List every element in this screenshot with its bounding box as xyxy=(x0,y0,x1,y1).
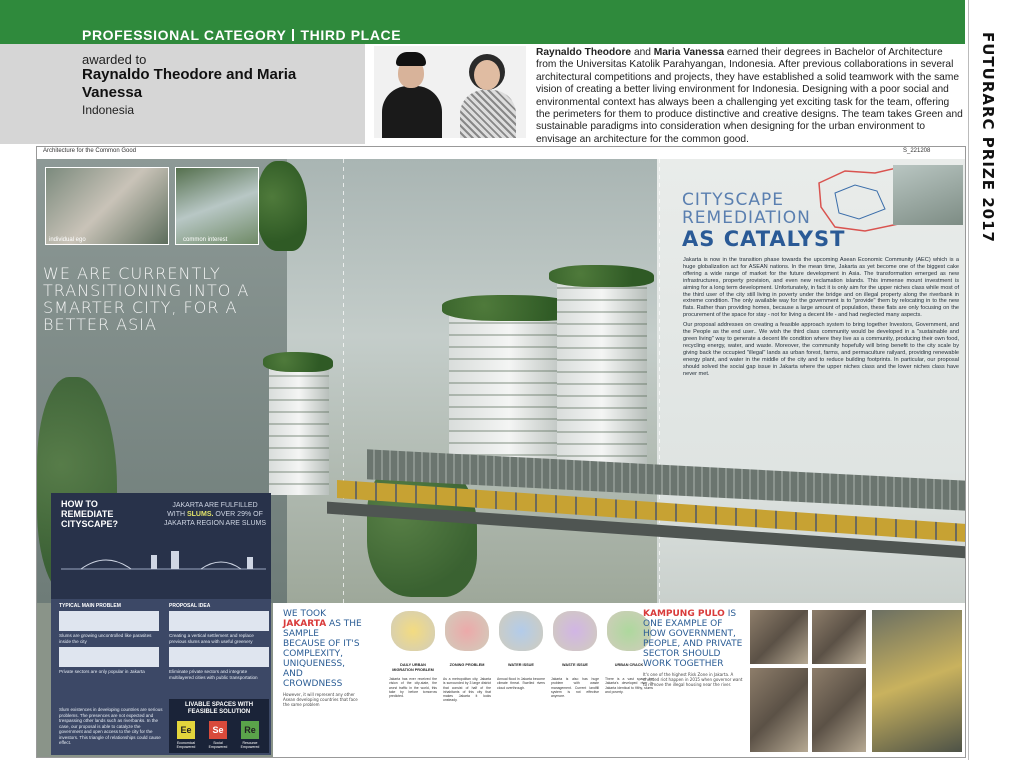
category-right: THIRD PLACE xyxy=(300,27,402,43)
caption-common-interest: common interest xyxy=(183,237,228,243)
esr-economic: Ee xyxy=(177,721,195,739)
problem-illustration xyxy=(59,611,159,631)
we-are-headline: WE ARE CURRENTLY TRANSITIONING INTO A SMARTER CITY, FOR A BETTER ASIA xyxy=(43,264,250,334)
person-left xyxy=(376,46,448,138)
bottom-band xyxy=(273,603,966,758)
col-text: Annual flood in Jakarta become climate threat. Swelled rivers cloud overthrough. xyxy=(497,677,545,690)
award-box xyxy=(0,44,365,144)
bird-photo xyxy=(893,165,963,225)
side-title-text: FUTURARC PRIZE 2017 xyxy=(979,32,997,243)
we-took-a: WE TOOK xyxy=(283,609,327,619)
kampung-name: KAMPUNG PULO xyxy=(643,609,725,619)
idea-illustration xyxy=(169,647,269,667)
tower-center-right xyxy=(557,277,647,467)
slum-description: Slum existences in developing countries are serious problems. The presences are not expected and trespassing other lands such as riverbanks. In the case, our proposal is able to catalyze the government and open access to the city for the investors. This triangle of relationships could cause effect. xyxy=(59,707,163,745)
winners-photo xyxy=(374,46,526,138)
idea-header: PROPOSAL IDEA xyxy=(169,603,211,609)
kampung-photo xyxy=(811,609,867,665)
col-header: WASTE ISSUE xyxy=(562,663,588,667)
kampung-aerial-map xyxy=(871,609,963,753)
idea-2: Eliminate private sectors and integrate multilayered cities with public transportation xyxy=(169,669,258,680)
cityscape-line3: AS CATALYST xyxy=(682,227,846,251)
esr-resource: Re xyxy=(241,721,259,739)
category-title xyxy=(82,27,401,43)
problem-panel xyxy=(51,599,271,755)
photo-common-interest xyxy=(175,167,259,245)
livable-title: LIVABLE SPACES WITH FEASIBLE SOLUTION xyxy=(184,702,254,715)
photo-individual-ego xyxy=(45,167,169,245)
cityscape-line1: CITYSCAPE xyxy=(682,190,784,210)
we-took-jakarta: JAKARTA xyxy=(283,619,327,629)
award-label: awarded to xyxy=(82,52,147,67)
map-migration xyxy=(391,611,435,651)
esr-social: Se xyxy=(209,721,227,739)
award-country: Indonesia xyxy=(82,103,135,117)
bio-name1: Raynaldo Theodore xyxy=(536,47,632,58)
esr-label: Social Empowered xyxy=(208,741,228,749)
col-text: As a metropolitan city, Jakarta is surrounded by 3 large district that consist of half of the inhabitants of this city that makes Jakarta it looks unsteady. xyxy=(443,677,491,703)
problem-illustration xyxy=(59,647,159,667)
caption-individual-ego: individual ego xyxy=(49,237,86,243)
bio-text xyxy=(536,47,964,146)
tower-left xyxy=(269,365,329,495)
tree-cluster xyxy=(257,161,307,251)
col-text: There is a vast space for Jakarta's developed river is Jakarta identical to filthy, slums and poverty. xyxy=(605,677,653,694)
col-header: WATER ISSUE xyxy=(508,663,534,667)
category-left: PROFESSIONAL CATEGORY xyxy=(82,27,287,43)
esr-label: Resource Empowered xyxy=(240,741,260,749)
map-water xyxy=(499,611,543,651)
jakarta-map-icon xyxy=(815,163,905,235)
poster-body-p2: Our proposal addresses on creating a feasible approach system to bring together Investors, Government, and the People as the end user.. We wish the third class community would be developed in a "sustainable and green living" way to generate a decent life condition where they live as a community, producing their own food, recycling energy, water, and waste. Moreover, the community hopefully will bring benefit to the city scale by giving back the occupied "illegal" lands as urban forest, farms, and permaculture railyard, providing renewable energy plant, and water in the middle of the city and to reduce building footprints. In particular, our proposal should solved the social gap issue in Jakarta where the upper niches class and the lower niches class have never met. xyxy=(683,322,959,377)
howto-stat-c: OVER 29% OF JAKARTA REGION ARE SLUMS xyxy=(163,511,267,527)
header-band xyxy=(0,0,965,44)
we-took-sub: However, it will represent any other Asean developing countries that face the same problem xyxy=(283,692,358,707)
howto-stat-b: SLUMS. xyxy=(186,511,214,518)
livable-box xyxy=(169,699,269,753)
poster-body-p1: Jakarta is now in the transition phase towards the upcoming Asean Economic Community (AEC) which is a huge globalization act for ASEAN nations. In the mean time, Jakarta as yet become one of the biggest cake offering a wide range of market for the future development in Asia. The transformation emerged as new infrastructures, property provision, and even new reclamation islands. This immense mount investment is aiming for a long term development. Unfortunately, in fact it is only aim for the upper niches class while most of the third user of the city still living in poverty under the bridge and on illegal property along the riverbank in extreme condition. The only available way for the government is to "provide" them by relocating in to the new flats. Rather than providing homes, because a large amount of population, these flats are only focusing on the procurement of the space for stay - not for living a decent life - and had neglected many aspects. xyxy=(683,257,959,319)
kampung-photo xyxy=(749,609,809,665)
bio-and: and xyxy=(631,47,654,58)
problem-header: TYPICAL MAIN PROBLEM xyxy=(59,603,121,609)
howto-stat-a: JAKARTA ARE FULFILLED WITH xyxy=(167,502,258,518)
cityscape-line2: REMEDIATION xyxy=(682,208,811,228)
person-right xyxy=(452,46,524,138)
poster-body-text xyxy=(683,257,959,380)
howto-title: HOW TO REMEDIATE CITYSCAPE? xyxy=(61,499,119,529)
col-header: DAILY URBAN MIGRATION PROBLEM xyxy=(392,663,434,672)
category-separator xyxy=(292,29,294,41)
howto-diagram xyxy=(61,543,266,583)
poster xyxy=(36,146,966,758)
idea-illustration xyxy=(169,611,269,631)
kampung-rest: IS ONE EXAMPLE OF HOW GOVERNMENT, PEOPLE, AND PRIVATE SECTOR SHOULD WORK TOGETHER xyxy=(643,609,743,669)
howto-panel xyxy=(51,493,271,599)
kampung-photo xyxy=(749,667,809,753)
divider-line xyxy=(343,159,344,603)
poster-subtitle: Architecture for the Common Good xyxy=(43,148,137,154)
problem-2: Private sectors are only popular in Jakarta xyxy=(59,669,145,674)
bio-body: earned their degrees in Bachelor of Architecture from the Universitas Katolik Parahyangan, Indonesia. After previous collaborations in several architectural competitions and projects, they have established a solid teamwork with the same vision of creating a better living environment for Indonesia. Designing with a poor social and environmental context has always been a challenging yet exciting task for the team, offering the perimeters for them to produce distinctive and creative designs. The team takes Green and sustainable paradigms into consideration when designing for the urban environment to envisage an architecture for the common good. xyxy=(536,47,963,145)
esr-label: Economical Empowered xyxy=(176,741,196,749)
roof-garden xyxy=(549,265,654,287)
poster-code: S_221208 xyxy=(903,148,931,154)
kampung-headline xyxy=(643,609,743,687)
col-header: ZONING PROBLEM xyxy=(449,663,485,667)
we-took-c: AS THE SAMPLE BECAUSE OF IT'S COMPLEXITY, UNIQUENESS, AND CROWDNESS xyxy=(283,619,362,689)
bio-name2: Maria Vanessa xyxy=(653,47,725,58)
howto-stat xyxy=(163,501,267,528)
roof-garden xyxy=(263,352,333,372)
award-names: Raynaldo Theodore and Maria Vanessa xyxy=(82,66,297,101)
problem-1: Slums are growing uncontrolled like parasites inside the city xyxy=(59,633,152,644)
idea-1: Creating a vertical settlement and replace previous slums area with useful greenery xyxy=(169,633,254,644)
col-text: Jakarta is also has huge problem with waste management. Current landfill system is not effective anymore. xyxy=(551,677,599,699)
side-title xyxy=(968,0,1024,760)
poster-top-strip xyxy=(37,147,966,159)
we-took-headline xyxy=(283,609,363,707)
map-waste xyxy=(553,611,597,651)
col-header: URBAN CRACK xyxy=(614,663,644,667)
kampung-photo xyxy=(811,667,867,753)
map-zoning xyxy=(445,611,489,651)
kampung-sub: It's one of the highest Risk Zone in Jakarta. A cheated riot happen in 2015 when governor want to remove the illegal housing near the river. xyxy=(643,672,743,687)
col-text: Jakarta has ever received the vision of the city-state, the worst traffic in the world, this take by before tomorrow predicted. xyxy=(389,677,437,699)
